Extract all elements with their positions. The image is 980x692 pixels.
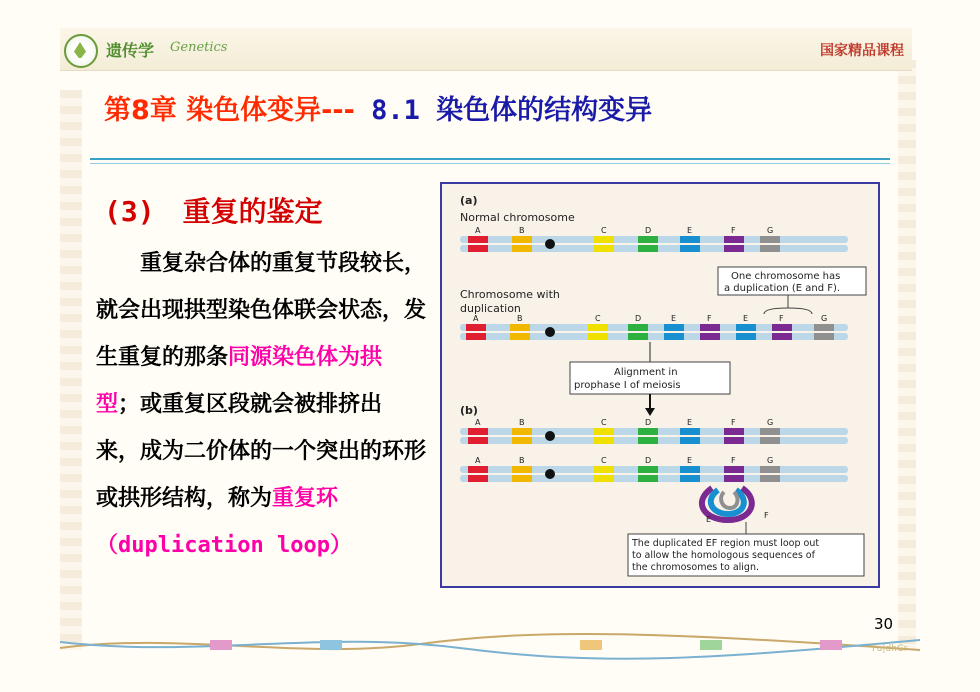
gene-band-G bbox=[814, 333, 834, 340]
align-arrow-icon bbox=[645, 408, 655, 416]
gene-band-D bbox=[638, 475, 658, 482]
duplicated-chromosome bbox=[460, 314, 848, 340]
gene-label: C bbox=[601, 418, 607, 427]
gene-label: F bbox=[731, 418, 736, 427]
gene-label: G bbox=[767, 456, 774, 465]
gene-band-F bbox=[724, 428, 744, 435]
gene-label: F bbox=[707, 314, 712, 323]
gene-band-A bbox=[468, 245, 488, 252]
gene-band-A bbox=[468, 236, 488, 243]
centromere bbox=[545, 239, 555, 249]
gene-label: D bbox=[635, 314, 642, 323]
gene-band-G bbox=[814, 324, 834, 331]
gene-label: A bbox=[475, 226, 481, 235]
section-heading bbox=[104, 190, 323, 230]
duplication-bracket bbox=[764, 308, 812, 314]
gene-band-G bbox=[760, 466, 780, 473]
gene-band-B bbox=[512, 466, 532, 473]
gene-label: G bbox=[821, 314, 828, 323]
gene-band-B bbox=[512, 437, 532, 444]
page-number: 30 bbox=[874, 615, 894, 633]
gene-band-F bbox=[724, 466, 744, 473]
left-decor-strip bbox=[60, 90, 82, 650]
gene-label: F bbox=[731, 456, 736, 465]
duplication-label-line1: Chromosome with bbox=[460, 288, 560, 301]
gene-band-G bbox=[760, 245, 780, 252]
gene-band-E bbox=[736, 324, 756, 331]
gene-band-A bbox=[468, 475, 488, 482]
gene-band-D bbox=[638, 466, 658, 473]
gene-band-G bbox=[760, 475, 780, 482]
gene-band-C bbox=[594, 437, 614, 444]
course-logo-icon bbox=[64, 34, 98, 68]
brand-name: 遗传学 bbox=[106, 41, 155, 60]
gene-label: D bbox=[645, 418, 652, 427]
decor-block bbox=[210, 640, 232, 650]
title-chapter: 第8章 染色体变异--- bbox=[104, 95, 355, 126]
bottom-decor-band bbox=[60, 628, 920, 662]
panel-b-label: (b) bbox=[460, 404, 478, 417]
body-text-1: 重复杂合体的重复节段较长，就会出现拱型染色体联会状态，发生重复的那条 bbox=[96, 251, 427, 370]
gene-label: F bbox=[779, 314, 784, 323]
right-decor-strip bbox=[898, 60, 916, 650]
gene-band-F bbox=[772, 324, 792, 331]
body-highlight-3: ） bbox=[329, 533, 352, 558]
gene-band-F bbox=[772, 333, 792, 340]
slide-title bbox=[104, 88, 652, 127]
gene-band-F bbox=[724, 236, 744, 243]
chromosome-figure bbox=[440, 182, 880, 588]
gene-band-E bbox=[680, 437, 700, 444]
gene-band-A bbox=[466, 324, 486, 331]
title-section: 8.1 染色体的结构变异 bbox=[354, 95, 653, 126]
gene-band-D bbox=[628, 333, 648, 340]
figure-canvas bbox=[442, 184, 878, 586]
gene-band-E bbox=[680, 466, 700, 473]
gene-band-F bbox=[724, 475, 744, 482]
gene-label: A bbox=[475, 418, 481, 427]
gene-band-F bbox=[700, 324, 720, 331]
duplication-label-line2: duplication bbox=[460, 302, 521, 315]
gene-band-G bbox=[760, 437, 780, 444]
gene-band-D bbox=[638, 428, 658, 435]
gene-band-B bbox=[510, 324, 530, 331]
gene-label: E bbox=[687, 456, 693, 465]
loop-label-E: E bbox=[706, 515, 712, 524]
normal-chromosome bbox=[460, 226, 848, 252]
gene-band-C bbox=[594, 428, 614, 435]
body-term: duplication loop bbox=[118, 533, 330, 558]
gene-band-E bbox=[736, 333, 756, 340]
course-tag: 国家精品课程 bbox=[820, 43, 904, 59]
gene-band-E bbox=[664, 324, 684, 331]
decor-block bbox=[320, 640, 342, 650]
gene-band-C bbox=[588, 333, 608, 340]
loop-strand-G bbox=[721, 492, 737, 508]
gene-band-B bbox=[512, 475, 532, 482]
gene-band-A bbox=[466, 333, 486, 340]
loop-label-F: F bbox=[764, 511, 769, 520]
body-text-2: ；或重复区段就会被排挤出来，成为二价体的一个突出的环形或拱形结构，称为 bbox=[96, 392, 427, 511]
gene-label: G bbox=[767, 418, 774, 427]
gene-band-D bbox=[628, 324, 648, 331]
decor-block bbox=[700, 640, 722, 650]
gene-label: F bbox=[731, 226, 736, 235]
gene-label: D bbox=[645, 226, 652, 235]
gene-label: B bbox=[517, 314, 523, 323]
gene-band-D bbox=[638, 245, 658, 252]
gene-band-E bbox=[664, 333, 684, 340]
centromere bbox=[545, 327, 555, 337]
gene-label: B bbox=[519, 226, 525, 235]
title-divider-thin bbox=[90, 163, 890, 164]
body-highlight-1: 同源染色体为拱型 bbox=[96, 345, 383, 417]
gene-band-D bbox=[638, 236, 658, 243]
gene-band-G bbox=[760, 236, 780, 243]
gene-band-F bbox=[724, 437, 744, 444]
gene-band-E bbox=[680, 236, 700, 243]
loop-callout-line2: to allow the homologous sequences of bbox=[632, 550, 815, 561]
gene-band-A bbox=[468, 466, 488, 473]
gene-band-D bbox=[638, 437, 658, 444]
gene-band-E bbox=[680, 428, 700, 435]
normal-chromosome-label: Normal chromosome bbox=[460, 211, 575, 224]
duplication-callout-line1: One chromosome has bbox=[731, 271, 841, 282]
body-paragraph bbox=[96, 240, 426, 569]
gene-band-C bbox=[588, 324, 608, 331]
gene-band-C bbox=[594, 475, 614, 482]
watermark: Fu|dhGr bbox=[872, 644, 908, 654]
paired-chromosome-bottom bbox=[460, 456, 848, 482]
gene-band-A bbox=[468, 428, 488, 435]
title-divider bbox=[90, 158, 890, 160]
gene-label: C bbox=[601, 456, 607, 465]
gene-label: G bbox=[767, 226, 774, 235]
body-highlight-2: 重复环（ bbox=[96, 486, 339, 558]
gene-label: C bbox=[601, 226, 607, 235]
gene-band-B bbox=[512, 428, 532, 435]
gene-band-E bbox=[680, 245, 700, 252]
gene-label: D bbox=[645, 456, 652, 465]
gene-label: A bbox=[475, 456, 481, 465]
brand-subtitle: Genetics bbox=[170, 40, 228, 55]
duplication-callout-line2: a duplication (E and F). bbox=[724, 283, 841, 294]
gene-band-B bbox=[512, 245, 532, 252]
gene-band-C bbox=[594, 236, 614, 243]
gene-band-C bbox=[594, 466, 614, 473]
gene-label: A bbox=[473, 314, 479, 323]
gene-band-C bbox=[594, 245, 614, 252]
decor-block bbox=[820, 640, 842, 650]
panel-a-label: (a) bbox=[460, 194, 478, 207]
gene-band-G bbox=[760, 428, 780, 435]
gene-label: B bbox=[519, 418, 525, 427]
centromere bbox=[545, 431, 555, 441]
alignment-line1: Alignment in bbox=[614, 367, 678, 378]
gene-label: E bbox=[671, 314, 677, 323]
centromere bbox=[545, 469, 555, 479]
gene-band-E bbox=[680, 475, 700, 482]
duplication-loop bbox=[702, 488, 769, 524]
gene-label: B bbox=[519, 456, 525, 465]
section-heading-text: 重复的鉴定 bbox=[182, 195, 323, 228]
gene-label: E bbox=[687, 226, 693, 235]
loop-callout-line1: The duplicated EF region must loop out bbox=[632, 538, 820, 549]
paired-chromosome-top bbox=[460, 418, 848, 444]
gene-band-A bbox=[468, 437, 488, 444]
gene-label: E bbox=[687, 418, 693, 427]
loop-callout-line3: the chromosomes to align. bbox=[632, 562, 759, 573]
decor-block bbox=[580, 640, 602, 650]
section-number: (3) bbox=[104, 195, 155, 228]
gene-band-B bbox=[510, 333, 530, 340]
alignment-line2: prophase I of meiosis bbox=[574, 380, 681, 391]
gene-label: C bbox=[595, 314, 601, 323]
gene-band-F bbox=[724, 245, 744, 252]
gene-label: E bbox=[743, 314, 749, 323]
gene-band-B bbox=[512, 236, 532, 243]
gene-band-F bbox=[700, 333, 720, 340]
